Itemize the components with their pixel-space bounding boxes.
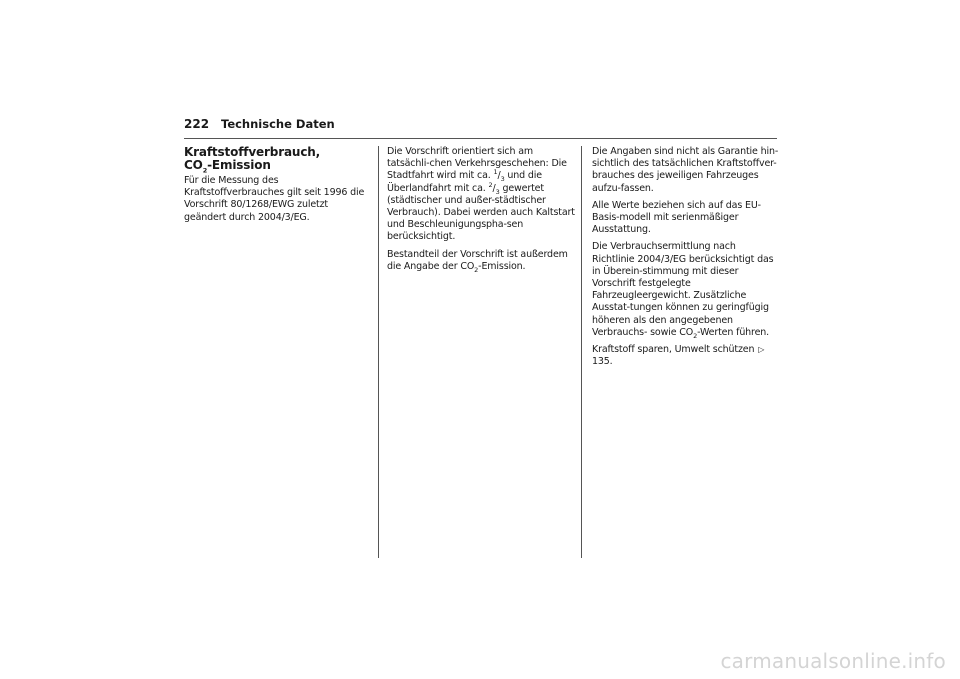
heading-subscript: 2 (202, 166, 208, 175)
text-segment: -Werten führen. (697, 326, 770, 338)
text-segment: Die Vorschrift orientiert sich am tatsächli-chen Verkehrsgeschehen: Die Stadtfahrt wird mit ca. (387, 146, 567, 182)
fraction-denominator: 3 (495, 187, 500, 196)
text-segment: Kraftstoff sparen, Umwelt schützen (592, 344, 758, 356)
heading-rest: -Emission (207, 158, 271, 172)
column-middle (387, 146, 575, 278)
fraction-numerator: 2 (488, 180, 493, 189)
column-divider-left (378, 146, 379, 558)
watermark: carmanualsonline.info (720, 649, 946, 673)
page-number: 222 (184, 117, 210, 131)
text-segment: Die Verbrauchsermittlung nach Richtlinie 2004/3/EG berücksichtigt das in Überein-stimmung mit dieser Vorschrift festgelegte Fahrzeugleergewicht. Zusätzliche Ausstat-tungen können zu geringfügig höheren als den angegebenen Verbrauchs- sowie CO (592, 241, 774, 338)
paragraph-base-model: Alle Werte beziehen sich auf das EU-Basis-modell mit serienmäßiger Ausstattung. (592, 199, 761, 236)
fraction-numerator: 1 (493, 168, 498, 177)
section-heading (184, 145, 372, 175)
paragraph-co2-component (387, 249, 575, 273)
text-segment: gewertet (städtischer und außer-städtischer Verbrauch). Dabei werden auch Kaltstart und Beschleunigungspha-sen berücksichtigt. (387, 182, 575, 243)
paragraph-guarantee: Die Angaben sind nicht als Garantie hin-sichtlich des tatsächlichen Kraftstoffver-brauches des jeweiligen Fahrzeuges aufzu-fassen. (592, 146, 779, 194)
paragraph-determination (592, 241, 780, 339)
page-reference-link[interactable]: 135. (592, 356, 613, 368)
heading-co: CO (184, 158, 203, 172)
text-segment: Bestandteil der Vorschrift ist außerdem die Angabe der CO (387, 248, 568, 272)
paragraph-cross-reference (592, 344, 780, 368)
section-title: Technische Daten (221, 117, 335, 131)
page-header (184, 116, 777, 139)
paragraph-measurement: Für die Messung des Kraftstoffverbrauches gilt seit 1996 die Vorschrift 80/1268/EWG zuletzt geändert durch 2004/3/EG. (184, 175, 365, 223)
fraction-denominator: 3 (500, 175, 505, 184)
text-segment: -Emission. (478, 260, 526, 272)
text-segment: und die Überlandfahrt mit ca. (387, 170, 542, 194)
page-reference-arrow-icon[interactable]: ▷ (758, 345, 765, 355)
column-divider-right (581, 146, 582, 558)
paragraph-regulation: Die Vorschrift orientiert sich am tatsächli-chen Verkehrsgeschehen: Die Stadtfahrt wird mit ca. $^1/_3$ und die Überlandfahrt mit ca. $^2/_3$ gewertet (städtischer und außer-städtischer Verbrauch). Dabei werden auch Kaltstart und Beschleunigungspha-sen berücksichtigt. (387, 146, 575, 243)
subscript: 2 (693, 331, 698, 340)
column-left (184, 146, 372, 229)
column-right (592, 146, 780, 373)
subscript: 2 (474, 265, 479, 274)
heading-line1: Kraftstoffverbrauch, (184, 145, 321, 159)
